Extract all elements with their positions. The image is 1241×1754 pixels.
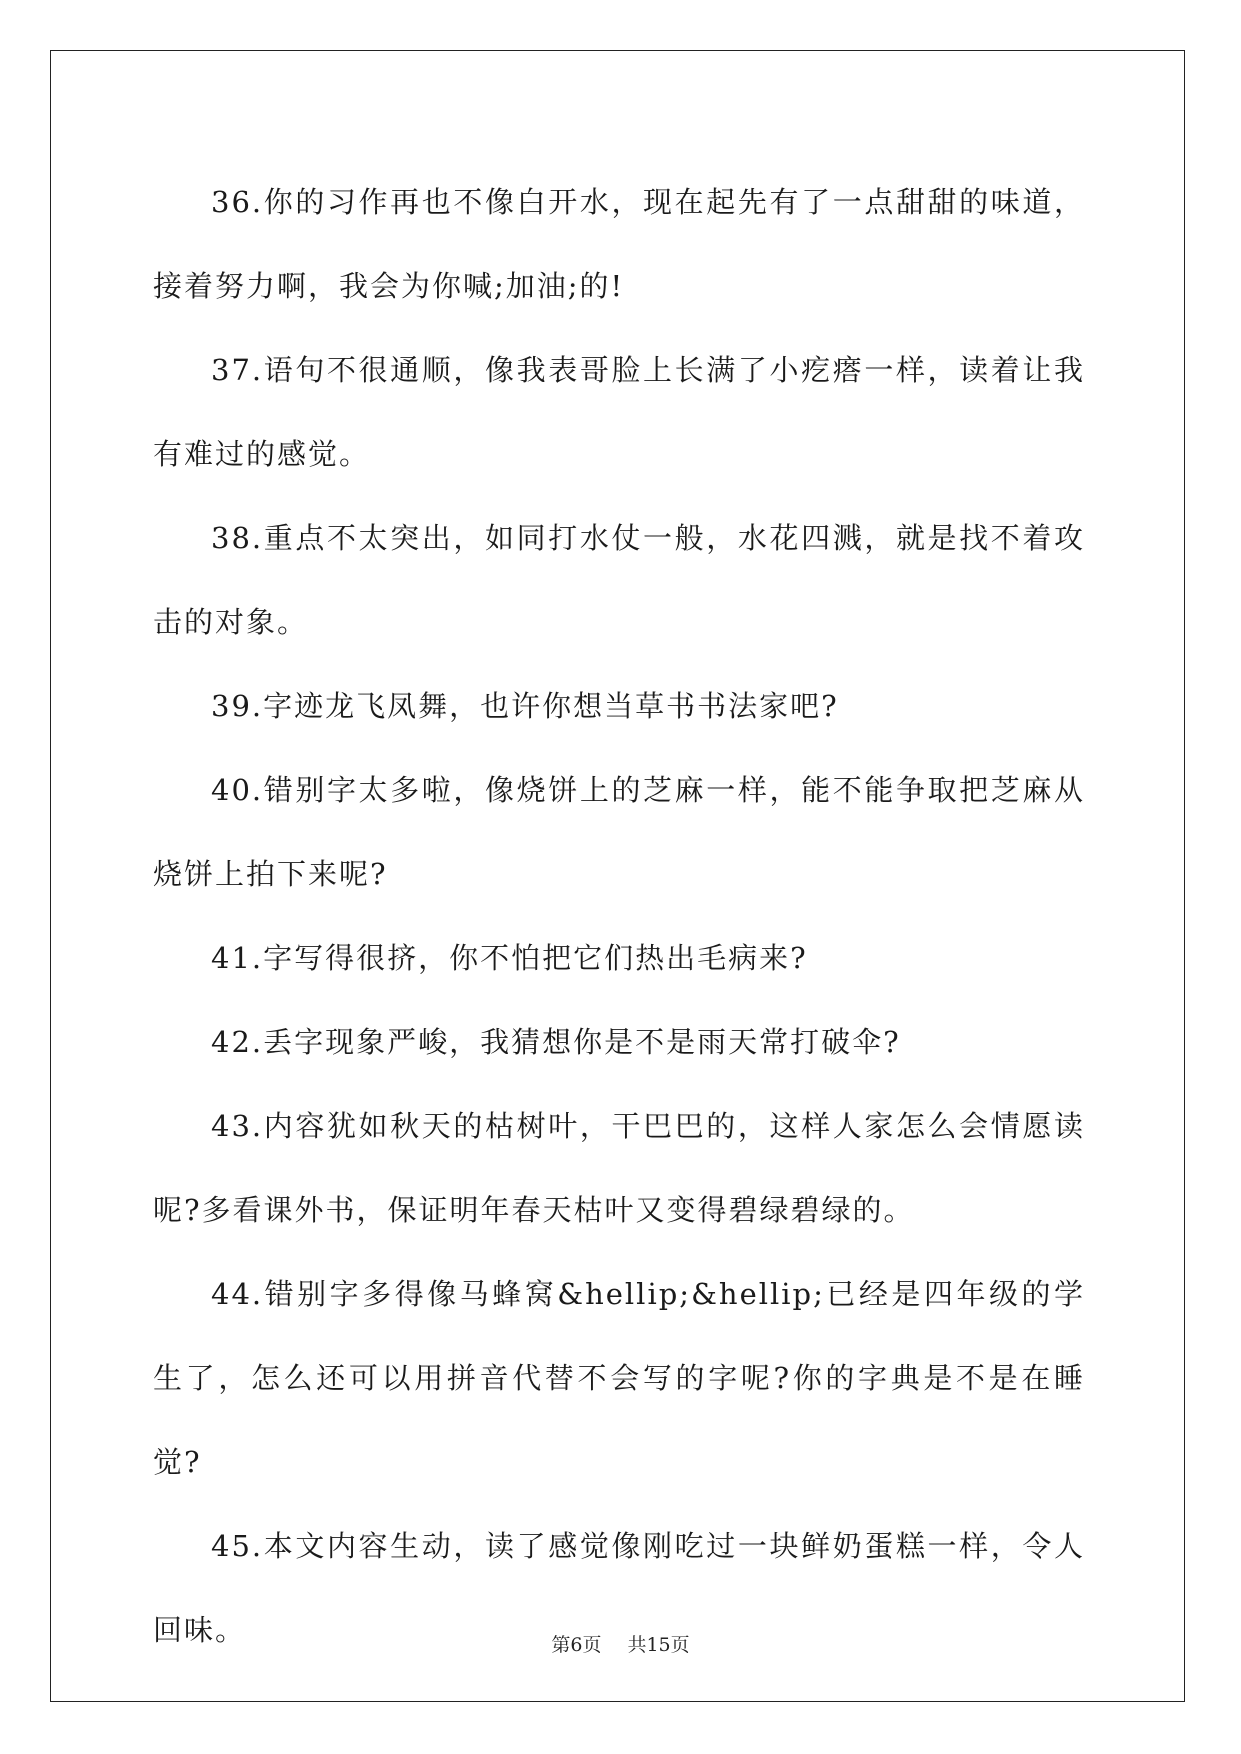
paragraph-36: 36.你的习作再也不像白开水，现在起先有了一点甜甜的味道，接着努力啊，我会为你喊;加油;的! xyxy=(153,185,1085,303)
paragraph-40: 40.错别字太多啦，像烧饼上的芝麻一样，能不能争取把芝麻从烧饼上拍下来呢? xyxy=(153,773,1085,891)
paragraph-44: 44.错别字多得像马蜂窝&hellip;&hellip;已经是四年级的学生了，怎么还可以用拼音代替不会写的字呢?你的字典是不是在睡觉? xyxy=(153,1277,1085,1479)
paragraph-38: 38.重点不太突出，如同打水仗一般，水花四溅，就是找不着攻击的对象。 xyxy=(153,521,1085,639)
page-total: 共15页 xyxy=(627,1634,690,1656)
paragraph-43: 43.内容犹如秋天的枯树叶，干巴巴的，这样人家怎么会情愿读呢?多看课外书，保证明年春天枯叶又变得碧绿碧绿的。 xyxy=(153,1109,1085,1227)
paragraph-39: 39.字迹龙飞凤舞，也许你想当草书书法家吧? xyxy=(211,689,839,723)
paragraph-45: 45.本文内容生动，读了感觉像刚吃过一块鲜奶蛋糕一样，令人回味。 xyxy=(153,1529,1085,1647)
document-body xyxy=(153,160,1085,1672)
paragraph-41: 41.字写得很挤，你不怕把它们热出毛病来? xyxy=(211,941,808,975)
page-footer xyxy=(0,1630,1241,1657)
page-number: 第6页 xyxy=(551,1634,602,1656)
paragraph-42: 42.丢字现象严峻，我猜想你是不是雨天常打破伞? xyxy=(211,1025,901,1059)
paragraph-37: 37.语句不很通顺，像我表哥脸上长满了小疙瘩一样，读着让我有难过的感觉。 xyxy=(153,353,1085,471)
